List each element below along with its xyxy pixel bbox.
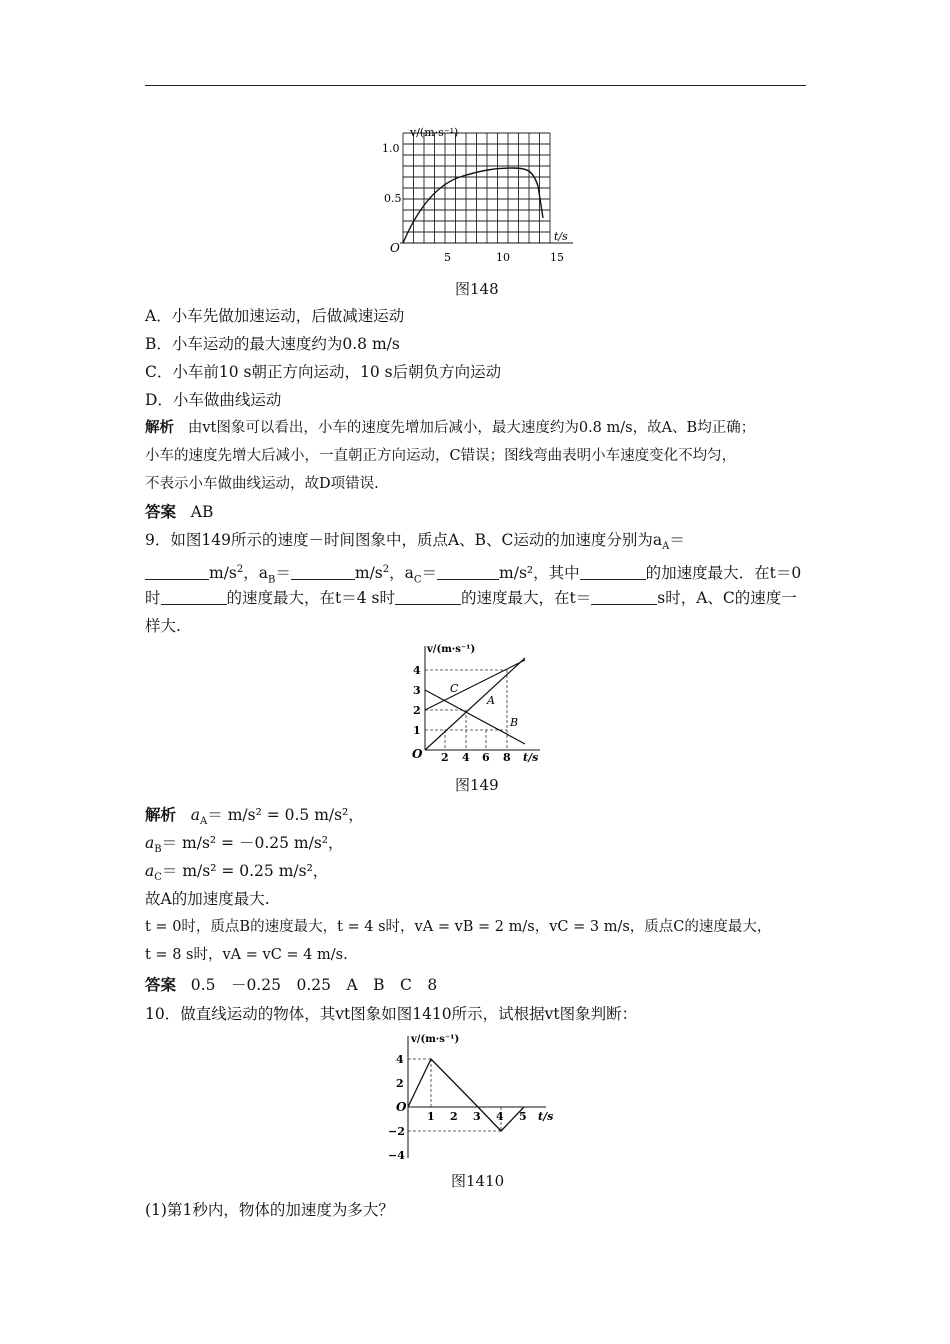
q9-analysis-2: $a_B= m/s^2 = -0.25$ m/s²， [145,834,344,856]
option-a: A．小车先做加速运动，后做减速运动 [145,307,405,325]
svg-text:8: 8 [503,751,511,764]
analysis-label: 解析 [145,419,174,436]
option-b: B．小车运动的最大速度约为0.8 m/s [145,335,400,353]
svg-text:C: C [450,682,459,695]
q9-line-1: 9．如图149所示的速度－时间图象中，质点A、B、C运动的加速度分别为$a_A=$ [145,531,685,553]
figure-148 [378,118,578,268]
q8-analysis-3: 不表示小车做曲线运动，故D项错误. [145,476,379,492]
svg-text:v/(m·s⁻¹): v/(m·s⁻¹) [411,1034,460,1045]
svg-text:4: 4 [413,664,421,677]
svg-text:−2: −2 [388,1125,405,1138]
q9-answer: 答案 0.5 －0.25 0.25 A B C 8 [145,975,438,994]
svg-text:4: 4 [396,1053,404,1066]
xtick-1: 5 [444,251,451,264]
q9-line-3: 时 的速度最大，在t＝4 s时 的速度最大，在t＝ s时，A、C的速度一 [145,589,797,607]
svg-text:5: 5 [519,1110,527,1123]
answer-value: AB [190,503,214,521]
svg-text:2: 2 [441,751,449,764]
answer-label: 答案 [145,502,177,521]
q10-sub1: (1)第1秒内，物体的加速度为多大？ [145,1201,394,1219]
origin-148: O [390,241,400,255]
svg-text:t/s: t/s [523,751,539,764]
option-d: D．小车做曲线运动 [145,391,282,409]
q9-analysis-6: t = 8 s时，vA = vC = 4 m/s. [145,947,348,963]
svg-text:4: 4 [462,751,470,764]
xlabel-148: t/s [554,230,568,243]
q9-analysis-4: 故A的加速度最大. [145,890,270,908]
svg-text:B: B [510,716,519,729]
caption-148: 图148 [455,280,499,298]
svg-text:O: O [396,1100,407,1114]
svg-text:2: 2 [396,1077,404,1090]
ytick-1: 1.0 [382,142,400,155]
svg-text:4: 4 [496,1110,504,1123]
q9-analysis-5: t = 0时，质点B的速度最大，t = 4 s时，vA = vB = 2 m/s，vC = 3 m/s，质点C的速度最大， [145,919,772,935]
q8-analysis-2: 小车的速度先增大后减小，一直朝正方向运动，C错误；图线弯曲表明小车速度变化不均匀， [145,448,737,464]
svg-text:t/s: t/s [538,1110,554,1123]
velocity-line [408,1059,524,1131]
q9-analysis-1: 解析 $a_A= m/s^2 = 0.5$ m/s²， [145,805,364,828]
ytick-2: 0.5 [384,192,402,205]
svg-text:6: 6 [482,751,490,764]
svg-text:1: 1 [427,1110,435,1123]
svg-text:2: 2 [413,704,421,717]
grid-148 [403,133,550,243]
q10-text: 10．做直线运动的物体，其vt图象如图1410所示，试根据vt图象判断： [145,1005,638,1023]
svg-text:2: 2 [450,1110,458,1123]
analysis-text: 由vt图象可以看出，小车的速度先增加后减小，最大速度约为0.8 m/s，故A、B均正确； [187,420,756,436]
q9-analysis-3: $a_C= m/s^2 = 0.25$ m/s²， [145,862,329,884]
q8-analysis-1 [145,418,755,438]
header-rule [145,85,806,86]
svg-text:3: 3 [473,1110,481,1123]
line-c [425,660,525,710]
svg-text:−4: −4 [388,1149,405,1162]
xtick-2: 10 [496,251,510,264]
q8-answer [145,502,213,522]
xtick-3: 15 [550,251,564,264]
caption-149: 图149 [455,776,499,794]
ylabel-148: v/(m·s⁻¹) [410,126,459,139]
svg-text:A: A [487,694,495,707]
svg-text:O: O [412,747,423,761]
figure-1410 [374,1030,564,1165]
q9-line-4: 样大. [145,617,181,635]
caption-1410: 图1410 [451,1172,505,1190]
svg-text:v/(m·s⁻¹): v/(m·s⁻¹) [427,644,476,655]
option-c: C．小车前10 s朝正方向运动，10 s后朝负方向运动 [145,363,502,381]
svg-text:1: 1 [413,724,421,737]
svg-text:3: 3 [413,684,421,697]
q9-line-2: $m/s^2$，$a_B= m/s^2$，$a_C= m/s^2$，其中 的加速度最大．在t＝0 [145,560,801,590]
figure-149 [408,640,548,768]
